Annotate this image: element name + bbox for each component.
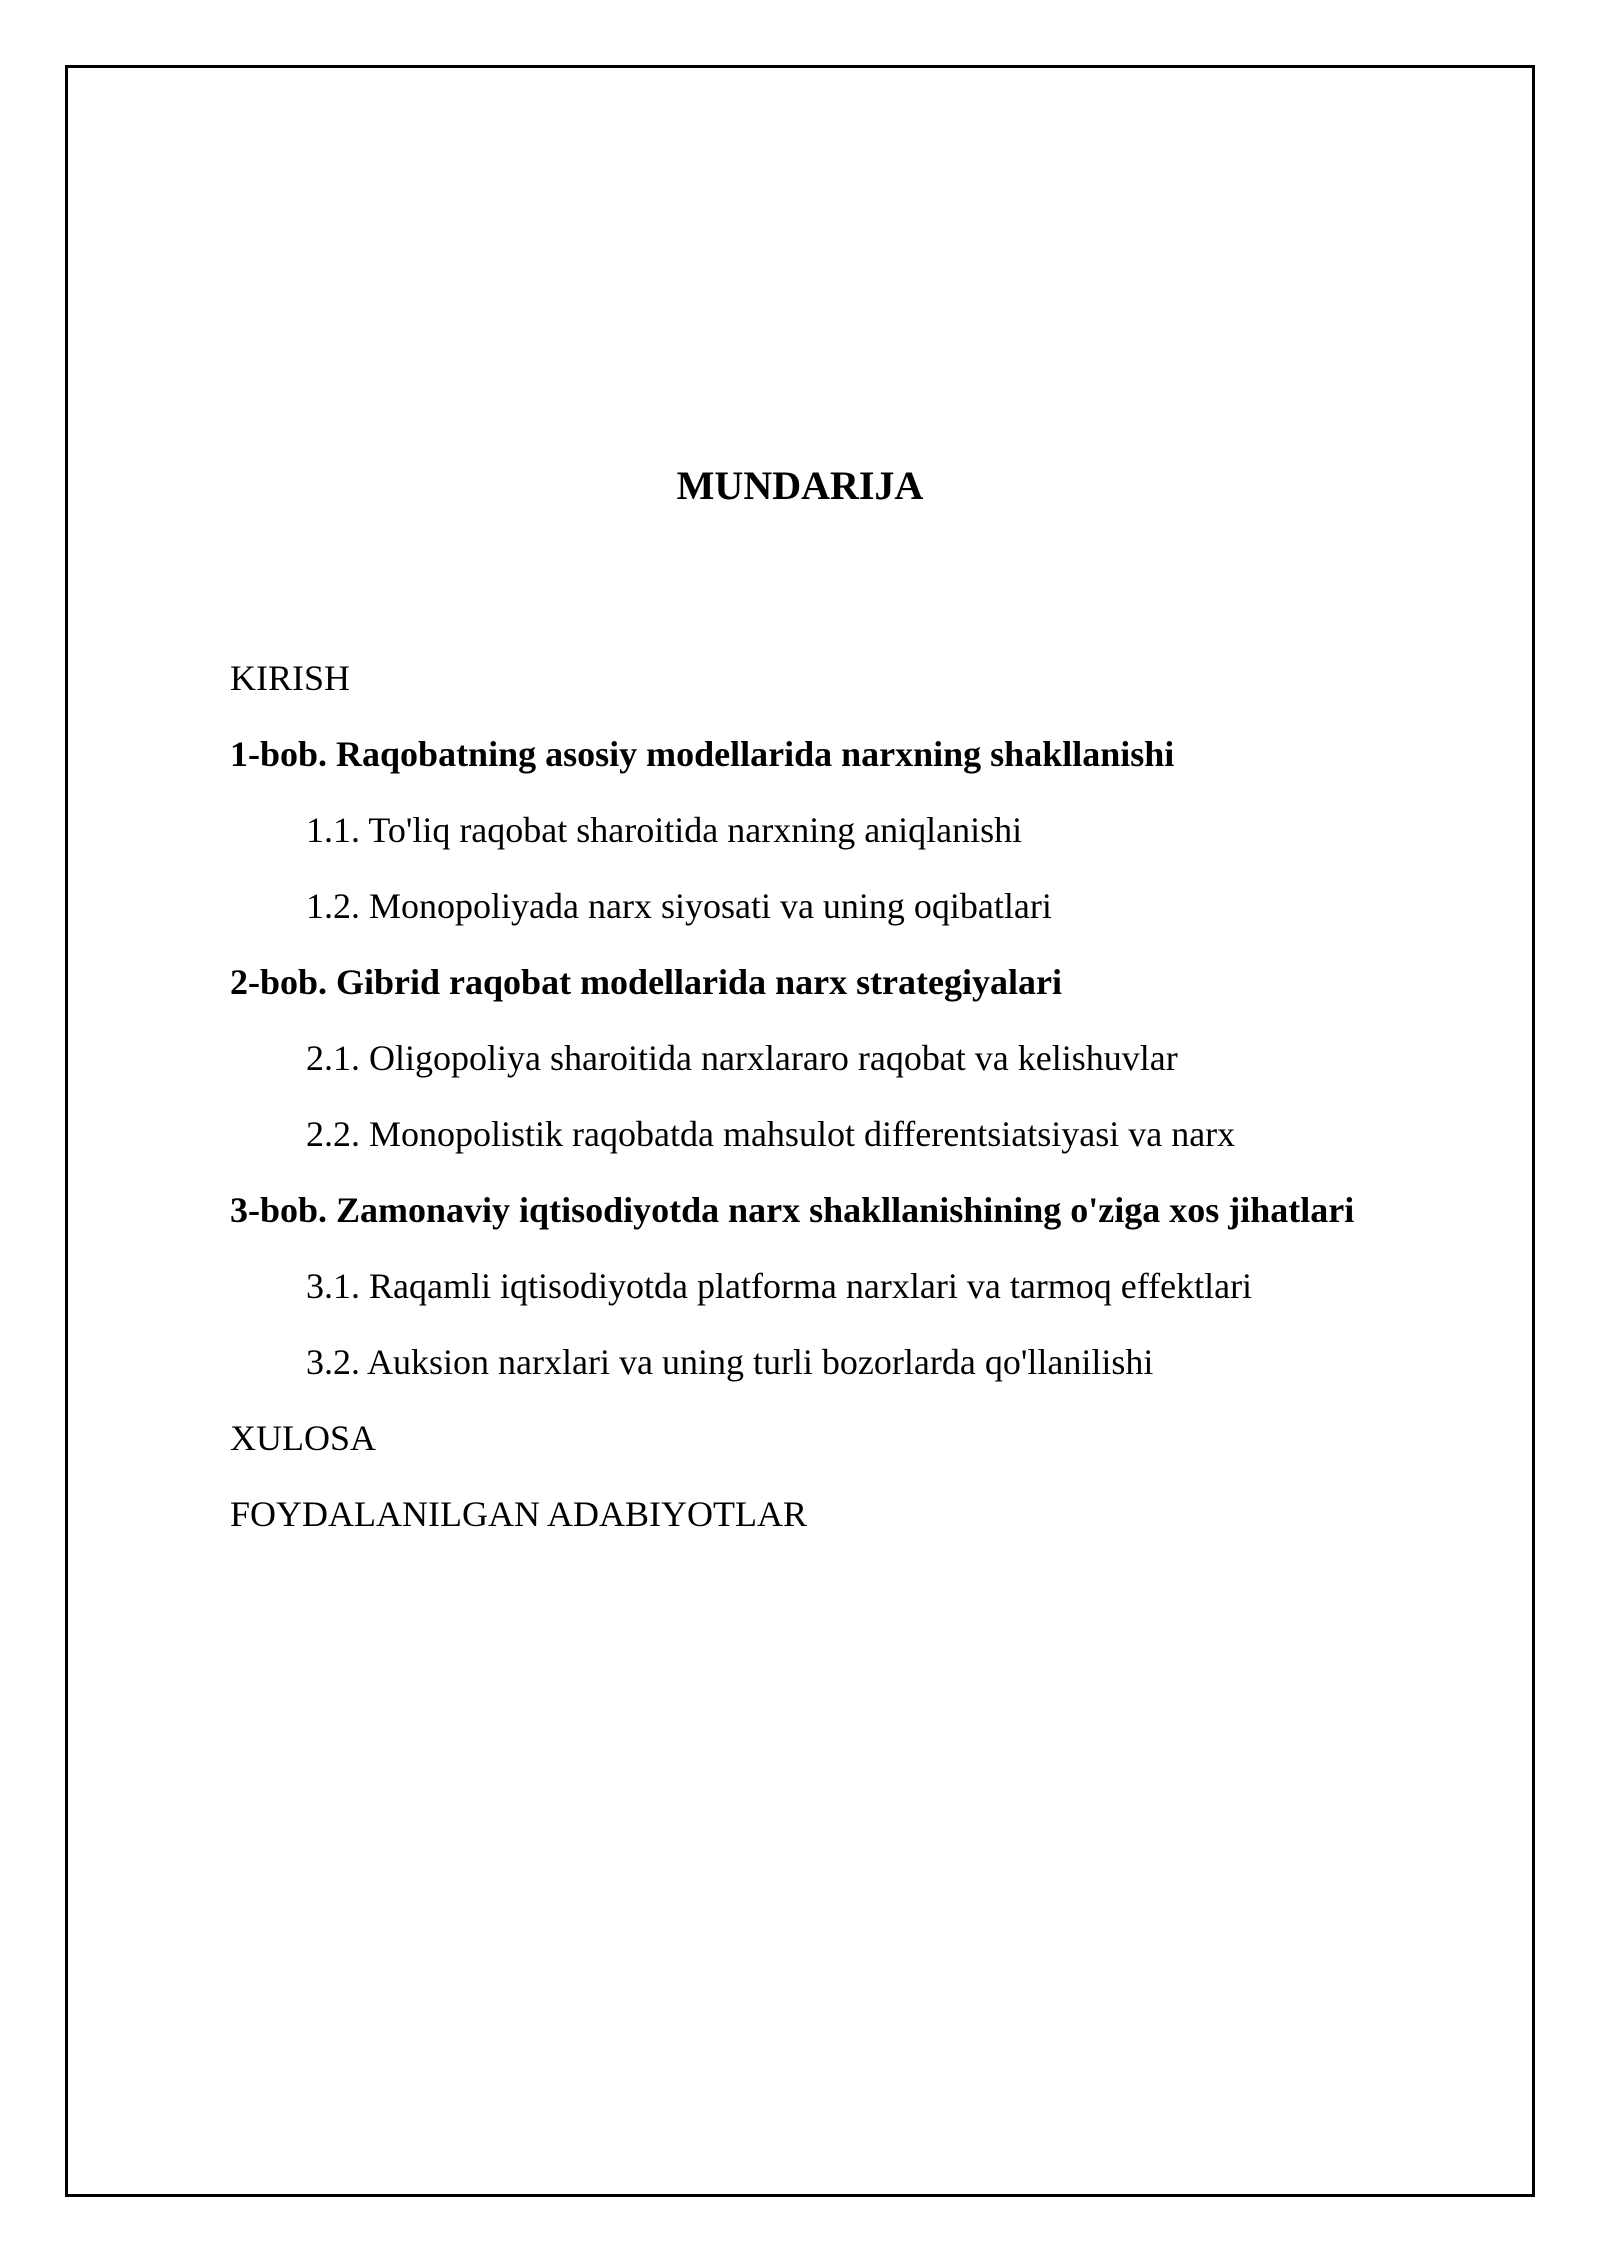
toc-subsection-1-2: 1.2. Monopoliyada narx siyosati va uning oqibatlari [306,886,1052,926]
toc-subsection-2-2: 2.2. Monopolistik raqobatda mahsulot differentsiatsiyasi va narx [306,1114,1236,1154]
table-of-contents [230,640,1490,1552]
toc-subsection-3-2: 3.2. Auksion narxlari va uning turli bozorlarda qo'llanilishi [306,1342,1154,1382]
toc-subsection-2-1: 2.1. Oligopoliya sharoitida narxlararo raqobat va kelishuvlar [306,1038,1178,1078]
toc-item-kirish: KIRISH [230,658,351,698]
toc-chapter-2: 2-bob. Gibrid raqobat modellarida narx strategiyalari [230,962,1062,1002]
page-title: MUNDARIJA [676,463,924,508]
toc-chapter-3: 3-bob. Zamonaviy iqtisodiyotda narx shakllanishining o'ziga xos jihatlari [230,1190,1355,1230]
toc-subsection-3-1: 3.1. Raqamli iqtisodiyotda platforma narxlari va tarmoq effektlari [306,1266,1253,1306]
toc-item-references: FOYDALANILGAN ADABIYOTLAR [230,1494,807,1534]
toc-chapter-1: 1-bob. Raqobatning asosiy modellarida narxning shakllanishi [230,734,1175,774]
toc-subsection-1-1: 1.1. To'liq raqobat sharoitida narxning aniqlanishi [306,810,1023,850]
toc-item-xulosa: XULOSA [230,1418,377,1458]
